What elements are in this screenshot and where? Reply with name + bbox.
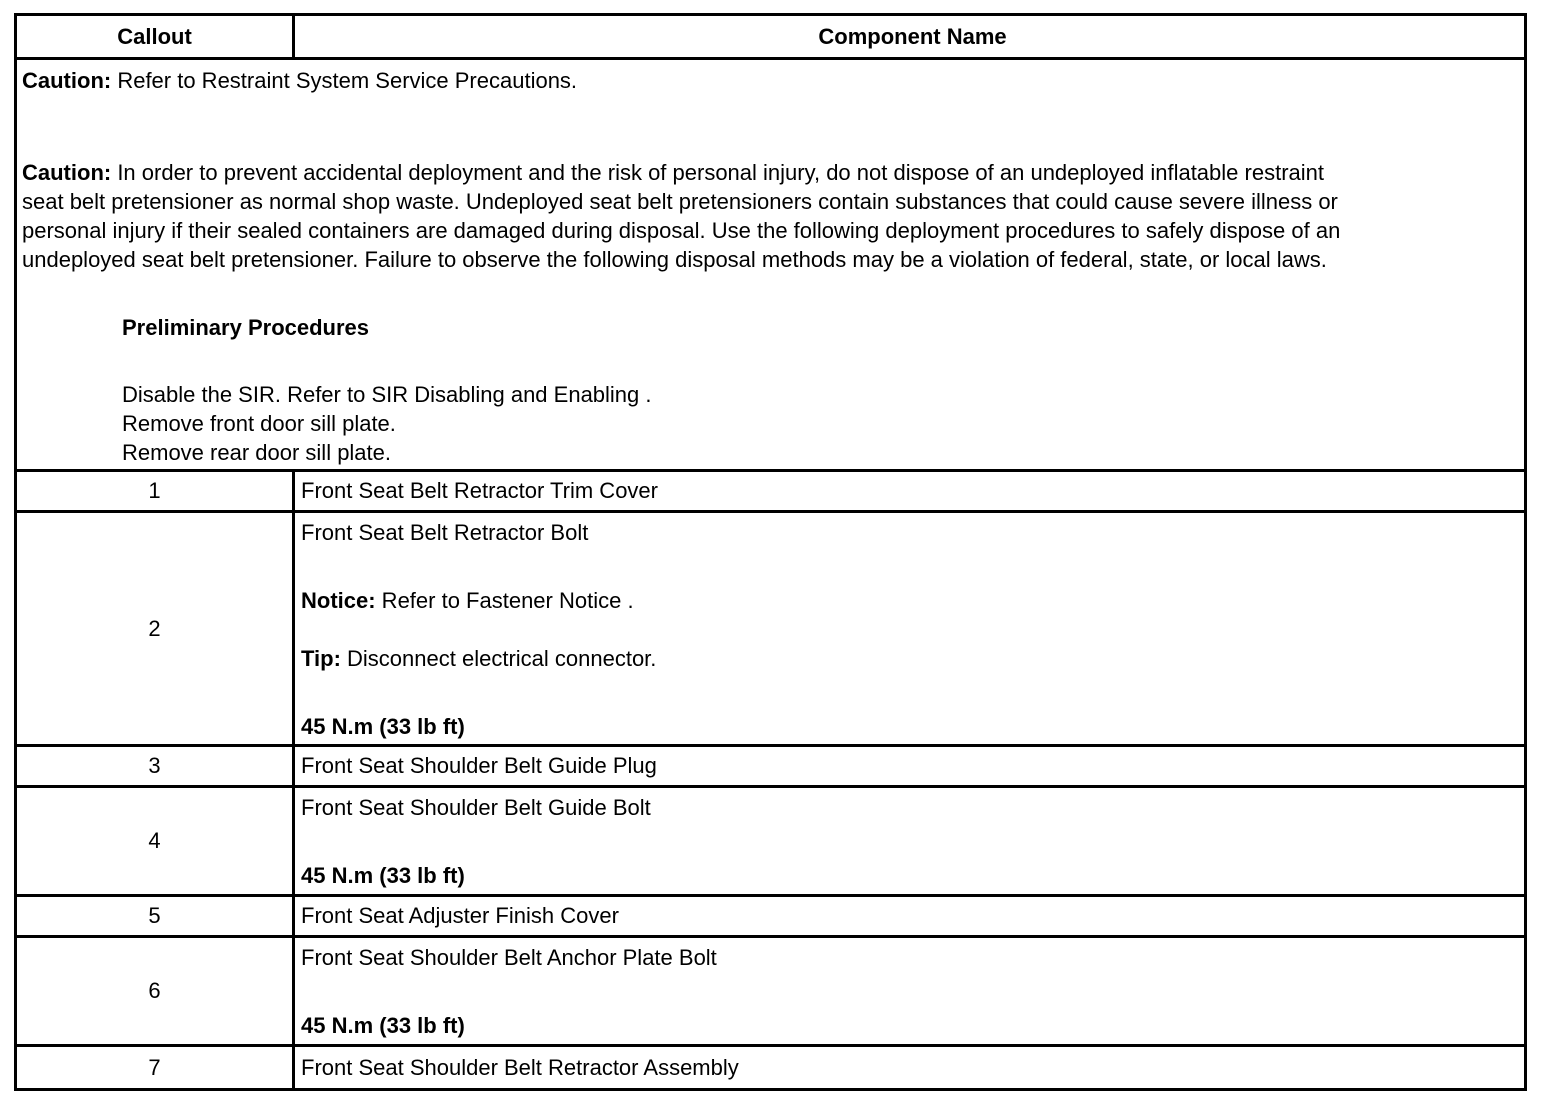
- caution-2-line-1: [22, 158, 1518, 187]
- table-row-5: [17, 897, 1524, 938]
- header-component-name: Component Name: [818, 23, 1007, 49]
- table-row-1: [17, 472, 1524, 513]
- table-row-7: [17, 1047, 1524, 1088]
- callout-2: 2: [17, 513, 295, 744]
- torque-6: 45 N.m (33 lb ft): [301, 1013, 465, 1038]
- callout-3: 3: [17, 747, 295, 785]
- caution-2-label: Caution:: [22, 160, 112, 185]
- caution-row: [17, 60, 1524, 472]
- caution-block: [17, 60, 1524, 469]
- component-name-4: Front Seat Shoulder Belt Guide Bolt: [301, 795, 651, 820]
- caution-2-line-4: undeployed seat belt pretensioner. Failure to observe the following disposal methods may be a violation of federal, state, or local laws.: [22, 247, 1327, 272]
- component-cell-2: [295, 513, 1524, 744]
- callout-4: 4: [17, 788, 295, 894]
- component-name-1: Front Seat Belt Retractor Trim Cover: [301, 478, 658, 503]
- component-cell-6: [295, 938, 1524, 1044]
- torque-2: 45 N.m (33 lb ft): [301, 714, 465, 739]
- notice-label: Notice:: [301, 588, 376, 613]
- prelim-step-1: Disable the SIR. Refer to SIR Disabling and Enabling .: [122, 382, 652, 407]
- notice-text: Refer to Fastener Notice .: [375, 588, 634, 613]
- tip-label: Tip:: [301, 646, 341, 671]
- component-cell-4: [295, 788, 1524, 894]
- torque-4: 45 N.m (33 lb ft): [301, 863, 465, 888]
- table-row-6: [17, 938, 1524, 1047]
- header-callout: Callout: [17, 16, 295, 57]
- callout-6: 6: [17, 938, 295, 1044]
- callout-7: 7: [17, 1047, 295, 1088]
- component-name-7: Front Seat Shoulder Belt Retractor Assembly: [301, 1054, 739, 1080]
- caution-1-text: Refer to Restraint System Service Precautions.: [111, 68, 578, 93]
- table-row-4: [17, 788, 1524, 897]
- table-row-2: [17, 513, 1524, 747]
- caution-1-label: Caution:: [22, 68, 112, 93]
- callout-5: 5: [17, 897, 295, 935]
- caution-2-text-1: In order to prevent accidental deployment and the risk of personal injury, do not dispose of an undeployed inflatable restraint: [111, 160, 1324, 185]
- caution-2-line-2: seat belt pretensioner as normal shop waste. Undeployed seat belt pretensioners contain substances that could cause severe illness or: [22, 189, 1338, 214]
- preliminary-procedures-title: Preliminary Procedures: [122, 315, 370, 340]
- caution-1: [22, 66, 1518, 95]
- component-name-5: Front Seat Adjuster Finish Cover: [301, 903, 619, 928]
- component-name-6: Front Seat Shoulder Belt Anchor Plate Bolt: [301, 945, 717, 970]
- prelim-step-3: Remove rear door sill plate.: [122, 440, 392, 465]
- component-name-3: Front Seat Shoulder Belt Guide Plug: [301, 753, 657, 778]
- prelim-step-2: Remove front door sill plate.: [122, 411, 396, 436]
- callout-1: 1: [17, 472, 295, 510]
- notice: [301, 586, 1524, 615]
- caution-2-line-3: personal injury if their sealed containers are damaged during disposal. Use the following deployment procedures to safely dispose of an: [22, 218, 1341, 243]
- component-name-2: Front Seat Belt Retractor Bolt: [301, 520, 589, 545]
- component-table: [14, 13, 1527, 1091]
- table-header-row: [17, 16, 1524, 60]
- tip: [301, 644, 1524, 673]
- table-row-3: [17, 747, 1524, 788]
- tip-text: Disconnect electrical connector.: [340, 646, 657, 671]
